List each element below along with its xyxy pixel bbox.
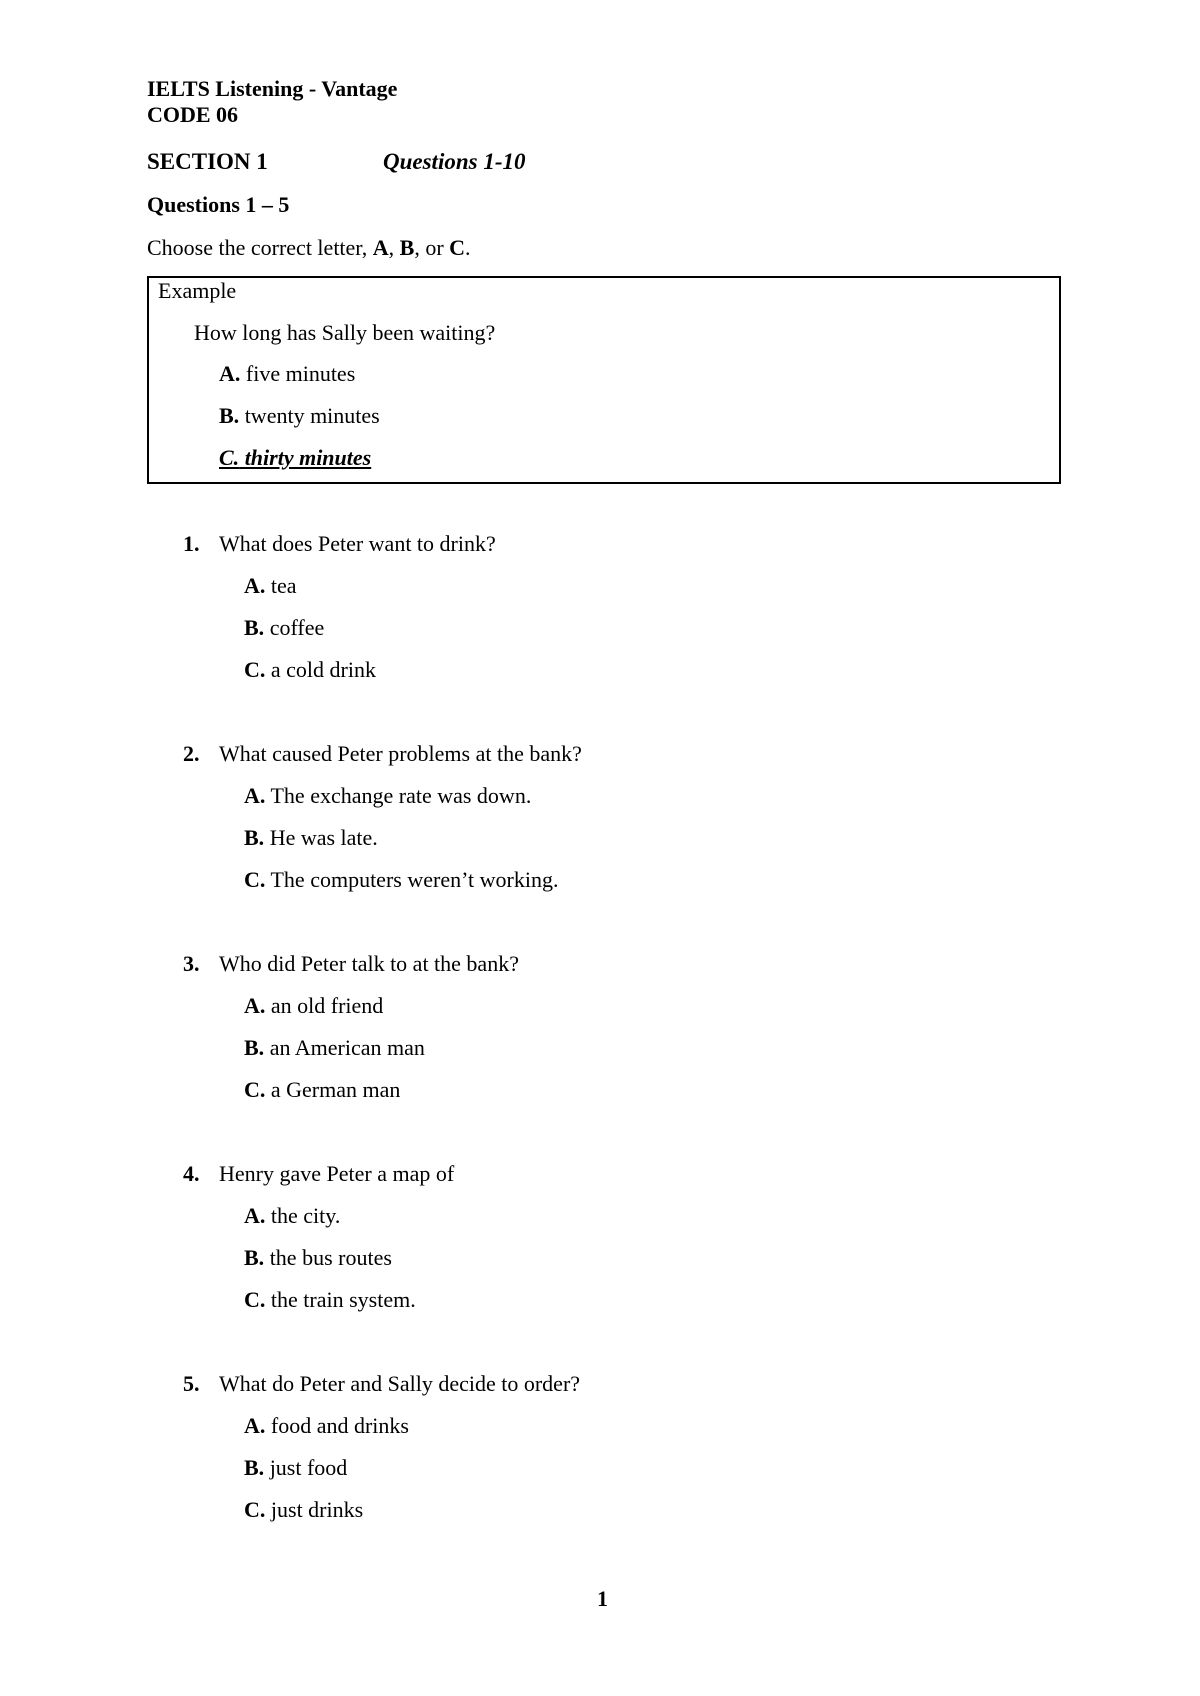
example-option-a bbox=[219, 363, 355, 385]
option-text: just food bbox=[264, 1455, 348, 1480]
question-number: 3. bbox=[183, 951, 200, 976]
option-text: He was late. bbox=[264, 825, 378, 850]
option-letter: B. bbox=[244, 1455, 265, 1480]
option-letter: B. bbox=[244, 615, 265, 640]
question-option bbox=[244, 1247, 392, 1269]
option-letter: C. bbox=[244, 657, 266, 682]
instruction-end: . bbox=[465, 235, 471, 260]
question-option bbox=[244, 1205, 340, 1227]
option-letter: C. bbox=[219, 445, 240, 470]
section-subtitle: Questions 1-10 bbox=[383, 149, 526, 174]
option-letter: C. bbox=[244, 867, 266, 892]
instruction-sep: , bbox=[388, 235, 400, 260]
option-text: a cold drink bbox=[265, 657, 376, 682]
question-option bbox=[244, 869, 558, 891]
option-text: an American man bbox=[264, 1035, 425, 1060]
option-text: twenty minutes bbox=[239, 403, 380, 428]
question-text: Who did Peter talk to at the bank? bbox=[219, 951, 519, 976]
question-text: Henry gave Peter a map of bbox=[219, 1161, 455, 1186]
section-title: SECTION 1 bbox=[147, 149, 268, 174]
option-letter: A. bbox=[244, 783, 266, 808]
option-text: the bus routes bbox=[264, 1245, 392, 1270]
doc-title: IELTS Listening - Vantage bbox=[147, 76, 398, 101]
question-number: 1. bbox=[183, 531, 200, 556]
example-option-c-answer bbox=[219, 447, 371, 469]
option-text: thirty minutes bbox=[239, 445, 372, 470]
question-number: 5. bbox=[183, 1371, 200, 1396]
example-label: Example bbox=[158, 278, 237, 303]
question-option bbox=[244, 575, 297, 597]
option-letter: A. bbox=[244, 993, 266, 1018]
question-option bbox=[244, 827, 378, 849]
question-option bbox=[244, 785, 531, 807]
question-number: 4. bbox=[183, 1161, 200, 1186]
option-letter: C. bbox=[244, 1497, 266, 1522]
question-option bbox=[244, 1037, 425, 1059]
option-text: The computers weren’t working. bbox=[265, 867, 559, 892]
question-text: What does Peter want to drink? bbox=[219, 531, 496, 556]
question-option bbox=[244, 995, 383, 1017]
questions-group-title: Questions 1 – 5 bbox=[147, 192, 290, 217]
page-number: 1 bbox=[597, 1586, 608, 1611]
option-text: tea bbox=[265, 573, 297, 598]
option-text: food and drinks bbox=[265, 1413, 409, 1438]
instruction-letter-a: A bbox=[372, 235, 389, 260]
question-option bbox=[244, 1499, 363, 1521]
instruction-letter-b: B bbox=[399, 235, 415, 260]
option-letter: A. bbox=[244, 1203, 266, 1228]
option-letter: B. bbox=[219, 403, 240, 428]
option-letter: B. bbox=[244, 825, 265, 850]
question-text: What do Peter and Sally decide to order? bbox=[219, 1371, 581, 1396]
option-text: just drinks bbox=[265, 1497, 364, 1522]
question-option bbox=[244, 1415, 409, 1437]
instruction-letter-c: C bbox=[449, 235, 466, 260]
question-option bbox=[244, 1457, 347, 1479]
question-option bbox=[244, 617, 324, 639]
option-letter: A. bbox=[219, 361, 241, 386]
option-text: the city. bbox=[265, 1203, 341, 1228]
option-text: an old friend bbox=[265, 993, 384, 1018]
question-number: 2. bbox=[183, 741, 200, 766]
doc-code: CODE 06 bbox=[147, 102, 239, 127]
option-text: coffee bbox=[264, 615, 325, 640]
option-text: The exchange rate was down. bbox=[265, 783, 532, 808]
question-option bbox=[244, 1079, 400, 1101]
option-text: the train system. bbox=[265, 1287, 416, 1312]
option-letter: B. bbox=[244, 1035, 265, 1060]
question-text: What caused Peter problems at the bank? bbox=[219, 741, 582, 766]
question-option bbox=[244, 1289, 416, 1311]
example-question: How long has Sally been waiting? bbox=[194, 320, 496, 345]
option-letter: A. bbox=[244, 573, 266, 598]
option-letter: B. bbox=[244, 1245, 265, 1270]
option-letter: C. bbox=[244, 1077, 266, 1102]
question-option bbox=[244, 659, 376, 681]
instruction bbox=[147, 237, 471, 259]
instruction-text: Choose the correct letter, bbox=[147, 235, 373, 260]
option-letter: C. bbox=[244, 1287, 266, 1312]
option-text: a German man bbox=[265, 1077, 401, 1102]
option-text: five minutes bbox=[240, 361, 356, 386]
example-option-b bbox=[219, 405, 380, 427]
instruction-sep: , or bbox=[414, 235, 450, 260]
option-letter: A. bbox=[244, 1413, 266, 1438]
